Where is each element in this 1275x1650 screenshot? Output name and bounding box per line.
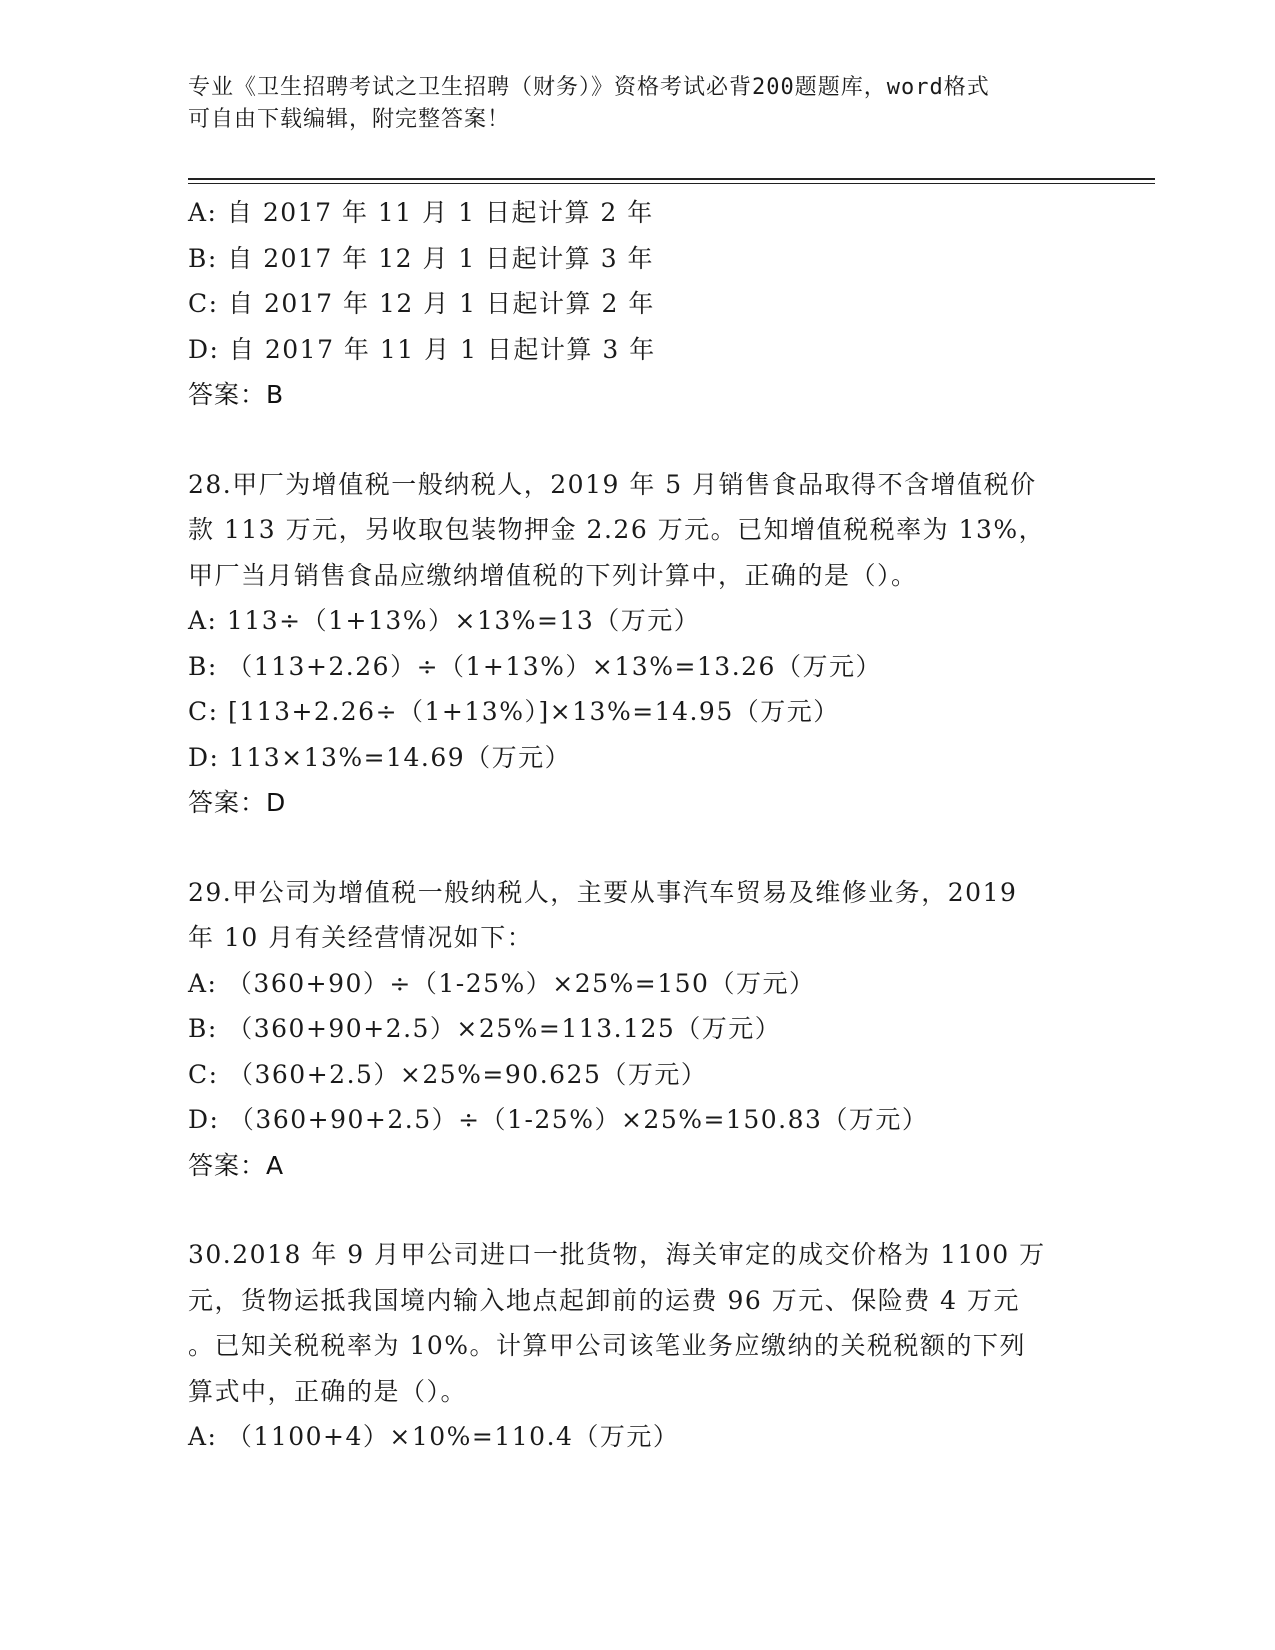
question-29 [188,870,1088,1189]
header-line-2: 可自由下载编辑，附完整答案！ [188,107,511,132]
question-stem-line: 款 113 万元，另收取包装物押金 2.26 万元。已知增值税税率为 13%， [188,515,1046,544]
option-b: B: （360+90+2.5）×25%=113.125（万元） [188,1014,782,1043]
question-stem-line: 30.2018 年 9 月甲公司进口一批货物，海关审定的成交价格为 1100 万 [188,1240,1046,1269]
option-a: A: （360+90）÷（1-25%）×25%=150（万元） [188,968,816,998]
option-d: D: （360+90+2.5）÷（1-25%）×25%=150.83（万元） [188,1105,929,1134]
option-d: D: 自 2017 年 11 月 1 日起计算 3 年 [188,334,656,364]
option-c: C: 自 2017 年 12 月 1 日起计算 2 年 [188,289,655,318]
option-c: C: （360+2.5）×25%=90.625（万元） [188,1059,708,1089]
option-a: A: 113÷（1+13%）×13%=13（万元） [188,606,701,635]
question-stem-line: 29.甲公司为增值税一般纳税人，主要从事汽车贸易及维修业务，2019 [188,877,1018,907]
question-stem-line: 甲厂当月销售食品应缴纳增值税的下列计算中，正确的是（）。 [188,560,918,590]
spacer [188,418,1088,462]
question-stem-line: 28.甲厂为增值税一般纳税人，2019 年 5 月销售食品取得不含增值税价 [188,469,1037,499]
option-d: D: 113×13%=14.69（万元） [188,742,572,772]
question-27-continued [188,190,1088,418]
question-stem-line: 算式中，正确的是（）。 [188,1376,468,1406]
answer-line: 答案：B [188,380,285,409]
question-28 [188,462,1088,826]
document-body [188,190,1088,1460]
answer-line: 答案：D [188,788,287,817]
spacer [188,826,1088,870]
header-line-1: 专业《卫生招聘考试之卫生招聘（财务）》资格考试必背200题题库，word格式 [188,75,990,100]
option-c: C: [113+2.26÷（1+13%）]×13%=14.95（万元） [188,697,840,726]
spacer [188,1188,1088,1232]
question-stem-line: 元，货物运抵我国境内输入地点起卸前的运费 96 万元、保险费 4 万元 [188,1285,1021,1315]
option-b: B: 自 2017 年 12 月 1 日起计算 3 年 [188,243,655,273]
document-header [188,72,1088,136]
question-30 [188,1232,1088,1460]
header-rule-thin [188,183,1155,184]
answer-line: 答案：A [188,1150,285,1180]
question-stem-line: 年 10 月有关经营情况如下： [188,923,534,952]
option-a: A: （1100+4）×10%=110.4（万元） [188,1422,680,1451]
option-b: B: （113+2.26）÷（1+13%）×13%=13.26（万元） [188,651,882,681]
option-a: A: 自 2017 年 11 月 1 日起计算 2 年 [188,198,654,227]
header-rule-thick [188,178,1155,180]
question-stem-line: 。已知关税税率为 10%。计算甲公司该笔业务应缴纳的关税税额的下列 [188,1331,1027,1360]
